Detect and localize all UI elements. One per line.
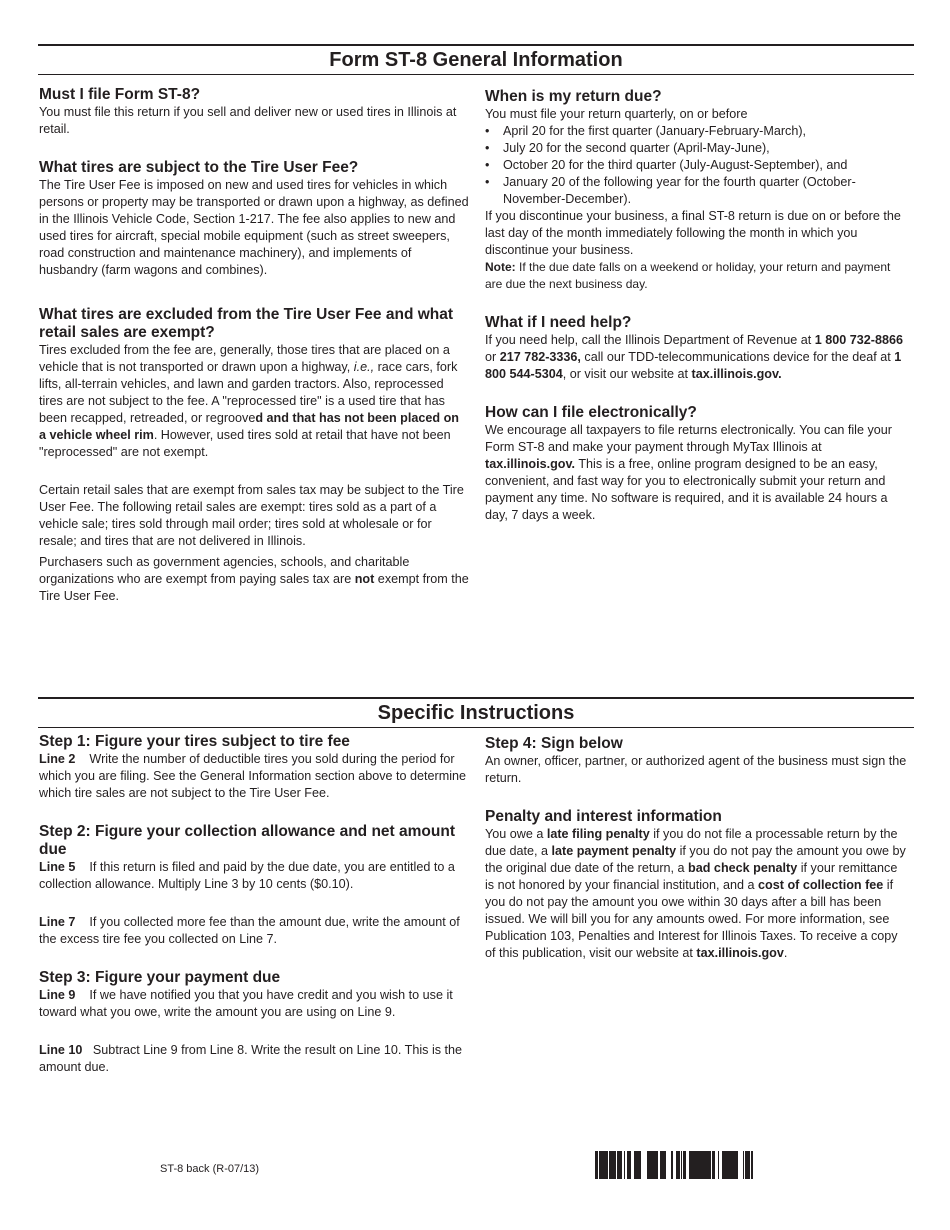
list-item: • January 20 of the following year for the fourth quarter (October-November-December). [503, 174, 905, 208]
electronic-text: We encourage all taxpayers to file returns electronically. You can file your Form ST-8 and make your payment through MyTax Illinois at tax.illinois.gov. This is a free, online program designed to be an easy, convenient, and fast way for you to electronically submit your return and payment any time. No software is required, and it is available 24 hours a day, 7 days a week. [485, 423, 892, 522]
specific-left-column [39, 733, 469, 1076]
penalty-website-link[interactable]: tax.illinois.gov [696, 946, 784, 960]
step3-heading: Step 3: Figure your payment due [39, 969, 281, 986]
help-heading: What if I need help? [485, 314, 632, 331]
penalty-text: You owe a late filing penalty if you do not file a processable return by the due date, a late payment penalty if you do not pay the amount you owe by the original due date of the return, a bad check penalty if your remittance is not honored by your financial institution, and a cost of collection fee if you do not pay the amount you owe within 30 days after a bill has been issued. We will bill you for any amounts owed. For more information, see Publication 103, Penalties and Interest for Illinois Taxes. To receive a copy of this publication, visit our website at tax.illinois.gov. [485, 827, 906, 960]
step4-heading: Step 4: Sign below [485, 735, 623, 752]
electronic-heading: How can I file electronically? [485, 404, 697, 421]
due-heading: When is my return due? [485, 88, 662, 105]
form-id-footer: ST-8 back (R-07/13) [160, 1163, 260, 1175]
step2-line5: Line 5 If this return is filed and paid by the due date, you are entitled to a collection allowance. Multiply Line 3 by 10 cents ($0.10). [39, 860, 455, 891]
must-file-heading: Must I file Form ST-8? [39, 86, 201, 103]
step3-line10: Line 10 Subtract Line 9 from Line 8. Write the result on Line 10. This is the amount due. [39, 1043, 463, 1074]
subject-heading: What tires are subject to the Tire User Fee? [39, 159, 359, 176]
step2-heading: Step 2: Figure your collection allowance and net amount due [39, 823, 455, 858]
step2-line7: Line 7 If you collected more fee than the amount due, write the amount of the excess tire fee you collected on Line 7. [39, 915, 460, 946]
penalty-heading: Penalty and interest information [485, 808, 722, 825]
barcode-icon [595, 1151, 753, 1179]
help-website-link[interactable]: tax.illinois.gov. [691, 367, 782, 381]
due-intro: You must file your return quarterly, on or before [485, 107, 748, 121]
general-info-title: Form ST-8 General Information [38, 44, 914, 75]
step4-text: An owner, officer, partner, or authorized agent of the business must sign the return. [485, 754, 907, 785]
due-note: Note: If the due date falls on a weekend or holiday, your return and payment are due the next business day. [485, 260, 891, 291]
list-item: • July 20 for the second quarter (April-May-June), [503, 140, 905, 157]
subject-text: The Tire User Fee is imposed on new and used tires for vehicles in which persons or property may be transported or drawn upon a highway, as defined in the Illinois Vehicle Code, Section 1-217. The fee also applies to new and used tires for aircraft, special mobile equipment (such as street sweepers, road construction and maintenance machinery), and implements of husbandry (farm wagons and combines). [39, 178, 469, 277]
list-item: • October 20 for the third quarter (July-August-September), and [503, 157, 905, 174]
list-item: • April 20 for the first quarter (January-February-March), [503, 123, 905, 140]
general-right-column [485, 88, 905, 524]
step1-line2: Line 2 Write the number of deductible tires you sold during the period for which you are filing. See the General Information section above to determine which tire sales are not subject to the Tire User Fee. [39, 752, 467, 800]
discontinue-text: If you discontinue your business, a final ST-8 return is due on or before the last day of the month immediately following the month in which you discontinue your business. [485, 209, 901, 257]
general-left-column [39, 86, 469, 605]
excluded-paragraph-1: Tires excluded from the fee are, generally, those tires that are placed on a vehicle that is not transported or drawn upon a highway, i.e., race cars, fork lifts, all-terrain vehicles, and lawn and garden tractors. Also, reprocessed tires are not subject to the fee. A "reprocessed tire" is a used tire that has been recapped, retreaded, or regrooved and that has not been placed on a vehicle wheel rim. However, used tires sold at retail that have not been "reprocessed" are not exempt. [39, 343, 459, 459]
step1-heading: Step 1: Figure your tires subject to tire fee [39, 733, 350, 750]
specific-right-column [485, 735, 909, 962]
step3-line9: Line 9 If we have notified you that you have credit and you wish to use it toward what you owe, write the amount you are using on Line 9. [39, 988, 453, 1019]
excluded-paragraph-3: Purchasers such as government agencies, schools, and charitable organizations who are exempt from paying sales tax are not exempt from the Tire User Fee. [39, 555, 469, 603]
excluded-heading: What tires are excluded from the Tire User Fee and what retail sales are exempt? [39, 306, 454, 341]
electronic-website-link[interactable]: tax.illinois.gov. [485, 457, 576, 471]
excluded-paragraph-2: Certain retail sales that are exempt from sales tax may be subject to the Tire User Fee. The following retail sales are exempt: tires sold as a part of a vehicle sale; tires sold through mail order; tires sold at wholesale or for resale; and tires that are not delivered in Illinois. [39, 483, 464, 548]
must-file-text: You must file this return if you sell and deliver new or used tires in Illinois at retail. [39, 105, 457, 136]
help-text: If you need help, call the Illinois Department of Revenue at 1 800 732-8866 or 217 782-3336, call our TDD-telecommunications device for the deaf at 1 800 544-5304, or visit our website at tax.illinois.gov. [485, 333, 903, 381]
specific-instructions-title: Specific Instructions [38, 697, 914, 728]
due-dates-list [485, 123, 905, 208]
